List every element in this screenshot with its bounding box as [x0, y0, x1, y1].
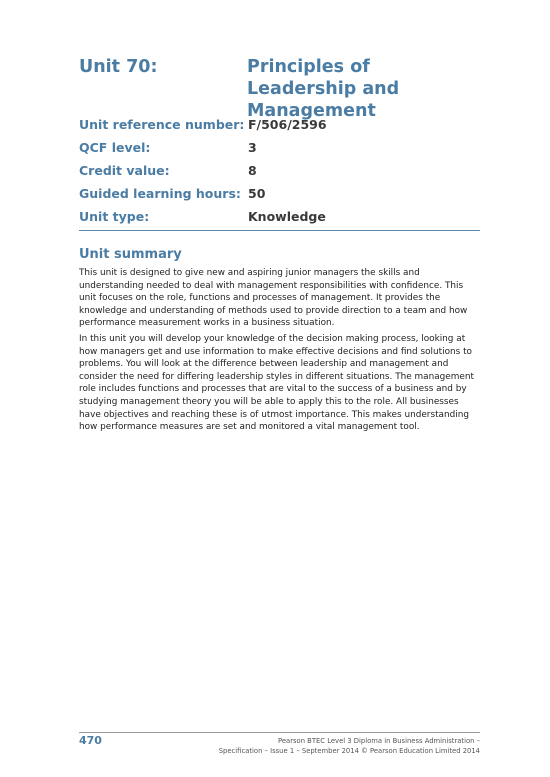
page-number: 470 [79, 734, 102, 747]
meta-label: Guided learning hours: [79, 186, 241, 201]
footer-text [180, 736, 480, 756]
meta-row-guided-hours [79, 185, 479, 208]
unit-name: Principles of Leadership and Management [247, 57, 400, 121]
meta-row-reference [79, 116, 479, 139]
summary-paragraph: In this unit you will develop your knowledge of the decision making process, looking at how managers get and use information to make effective decisions and find solutions to problems. You will look at the difference between leadership and management and consider the need for differing leadership styles in different situations. The management role includes functions and processes that are vital to the success of a business and by studying management theory you will be able to apply this to the role. All businesses have objectives and reaching these is of utmost importance. This makes understanding how performance measures are set and monitored a vital management tool. [79, 333, 474, 433]
meta-value: Knowledge [248, 209, 326, 224]
meta-label: Unit type: [79, 209, 150, 224]
meta-value: 50 [248, 186, 266, 201]
meta-value: 3 [248, 140, 257, 155]
meta-value: F/506/2596 [248, 117, 327, 132]
summary-paragraph: This unit is designed to give new and aspiring junior managers the skills and understanding needed to deal with management responsibilities with confidence. This unit focuses on the role, functions and processes of management. It provides the knowledge and understanding of methods used to provide direction to a team and how performance measurement works in a business situation. [79, 268, 468, 329]
meta-label: Unit reference number: [79, 117, 245, 132]
meta-value: 8 [248, 163, 257, 178]
footer-line: Specification – Issue 1 – September 2014 © Pearson Education Limited 2014 [218, 747, 480, 755]
meta-row-qcf-level [79, 139, 479, 162]
meta-label: Credit value: [79, 163, 170, 178]
meta-row-credit-value [79, 162, 479, 185]
unit-meta-table [79, 116, 479, 231]
meta-row-unit-type [79, 208, 479, 231]
footer-line: Pearson BTEC Level 3 Diploma in Business Administration – [278, 737, 480, 745]
summary-heading: Unit summary [79, 247, 182, 262]
footer-divider [79, 732, 480, 733]
meta-label: QCF level: [79, 140, 151, 155]
section-divider [79, 230, 480, 231]
unit-number: Unit 70: [79, 57, 158, 77]
summary-body [79, 267, 480, 437]
unit-title [79, 56, 479, 122]
